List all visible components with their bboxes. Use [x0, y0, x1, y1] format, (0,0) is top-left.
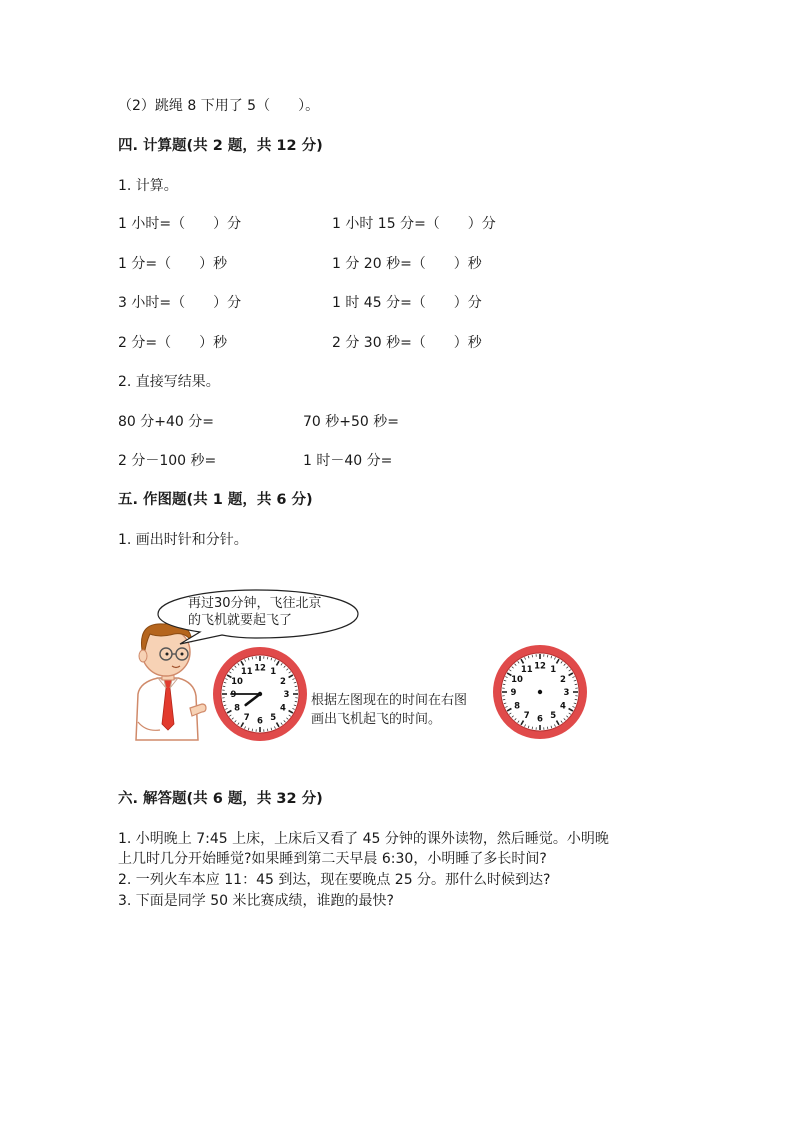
clock-number: 12 [534, 661, 546, 672]
calc-2-title: 2. 直接写结果。 [118, 374, 220, 390]
calc-item: 1 小时 15 分=（ ）分 [332, 216, 496, 232]
clock-number: 5 [550, 710, 557, 721]
clock-number: 11 [520, 665, 533, 676]
clock-number: 10 [231, 676, 243, 687]
clock-number: 5 [270, 712, 277, 723]
clock-number: 2 [279, 676, 286, 687]
clock-number: 4 [559, 701, 566, 712]
clock-number: 8 [514, 701, 521, 712]
clock-number: 9 [510, 688, 517, 698]
bubble-line-1: 再过30分钟，飞往北京 [188, 596, 322, 611]
calc-item: 2 分 30 秒=（ ）秒 [332, 335, 482, 351]
section-6-heading: 六. 解答题(共 6 题，共 32 分) [118, 791, 323, 807]
instruction-line-2: 画出飞机起飞的时间。 [311, 712, 442, 727]
clock-number: 6 [257, 716, 263, 727]
direct-item: 70 秒+50 秒= [303, 414, 399, 430]
direct-item: 1 时－40 分= [303, 453, 393, 469]
direct-item: 80 分+40 分= [118, 414, 214, 430]
clock-number: 1 [270, 667, 277, 678]
clock-number: 6 [537, 714, 543, 725]
bubble-line-2: 的飞机就要起飞了 [188, 613, 293, 628]
calc-item: 2 分=（ ）秒 [118, 335, 228, 351]
clock-number: 7 [523, 710, 530, 721]
calc-item: 1 小时=（ ）分 [118, 216, 242, 232]
calc-item: 1 时 45 分=（ ）分 [332, 295, 482, 311]
question-2: （2）跳绳 8 下用了 5（ ）。 [118, 98, 320, 114]
clock-number: 2 [559, 674, 566, 685]
calc-item: 3 小时=（ ）分 [118, 295, 242, 311]
clock-number: 10 [511, 674, 523, 685]
clock-number: 1 [550, 665, 557, 676]
section-4-heading: 四. 计算题(共 2 题，共 12 分) [118, 138, 323, 154]
clock-number: 3 [283, 690, 290, 700]
clock-number: 4 [279, 703, 286, 714]
calc-item: 1 分=（ ）秒 [118, 256, 228, 272]
section-5-heading: 五. 作图题(共 1 题，共 6 分) [118, 492, 313, 508]
clock-number: 11 [240, 667, 253, 678]
answer-2: 2. 一列火车本应 11：45 到达，现在要晚点 25 分。那什么时候到达? [118, 872, 551, 888]
clock-center [538, 690, 542, 694]
calc-item: 1 分 20 秒=（ ）秒 [332, 256, 482, 272]
answer-3: 3. 下面是同学 50 米比赛成绩，谁跑的最快? [118, 893, 394, 909]
clock-number: 9 [230, 690, 237, 700]
blank-clock[interactable] [490, 642, 590, 742]
clock-number: 8 [234, 703, 241, 714]
calc-1-title: 1. 计算。 [118, 178, 178, 194]
answer-1-line-2: 上几时几分开始睡觉?如果睡到第二天早晨 6:30，小明睡了多长时间? [118, 851, 547, 867]
clock-with-hands [210, 644, 310, 744]
draw-1-title: 1. 画出时针和分针。 [118, 532, 248, 548]
clock-number: 12 [254, 663, 266, 674]
instruction-line-1: 根据左图现在的时间在右图 [311, 693, 468, 708]
clock-number: 7 [243, 712, 250, 723]
direct-item: 2 分－100 秒= [118, 453, 217, 469]
clock-number: 3 [563, 688, 570, 698]
clock-center [258, 692, 262, 696]
answer-1-line-1: 1. 小明晚上 7:45 上床，上床后又看了 45 分钟的课外读物，然后睡觉。小明晚 [118, 831, 609, 847]
